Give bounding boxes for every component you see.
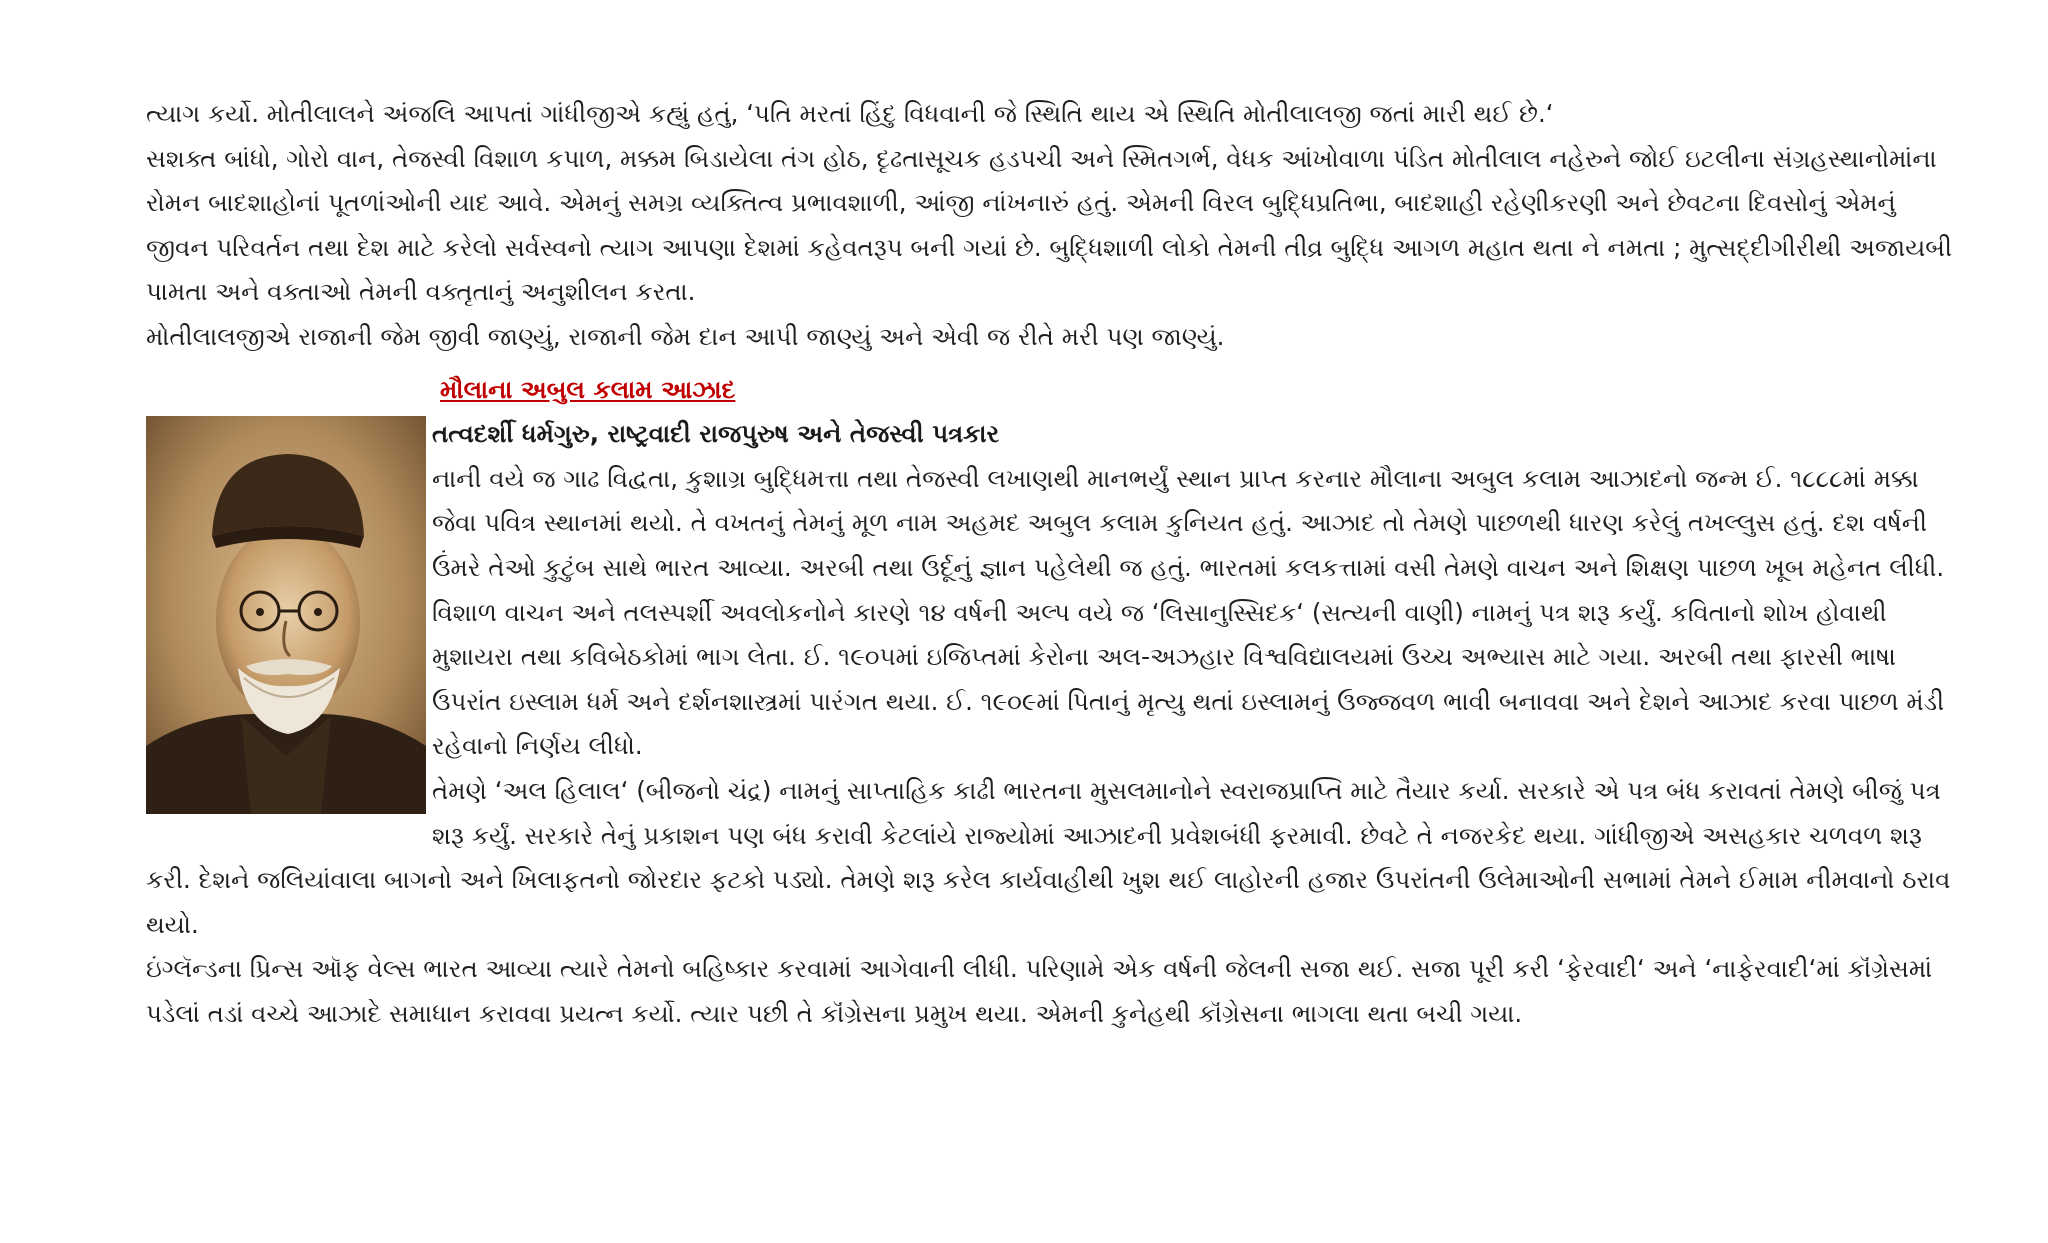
paragraph-motilal-description: સશક્ત બાંધો, ગોરો વાન, તેજસ્વી વિશાળ કપાળ, મક્કમ બિડાયેલા તંગ હોઠ, દૃઢતાસૂચક હડપચી અને સ્મિતગર્ભ, વેધક આંખોવાળા પંડિત મોતીલાલ નહેરુને જોઈ ઇટલીના સંગ્રહસ્થાનોમાંના રોમન બાદશાહોનાં પૂતળાંઓની યાદ આવે. એમનું સમગ્ર વ્યક્તિત્વ પ્રભાવશાળી, આંજી નાંખનારું હતું. એમની વિરલ બુદ્ધિપ્રતિભા, બાદશાહી રહેણીકરણી અને છેવટના દિવસોનું એમનું જીવન પરિવર્તન તથા દેશ માટે કરેલો સર્વસ્વનો ત્યાગ આપણા દેશમાં કહેવતરૂપ બની ગયાં છે. બુદ્ધિશાળી લોકો તેમની તીવ્ર બુદ્ધિ આગળ મહાત થતા ને નમતા ; મુત્સદ્દીગીરીથી અજાયબી પામતા અને વક્તાઓ તેમની વક્તૃતાનું અનુશીલન કરતા. xyxy=(146,143,1952,307)
paragraph-azad-congress: ઇંગ્લૅન્ડના પ્રિન્સ ઑફ વેલ્સ ભારત આવ્યા ત્યારે તેમનો બહિષ્કાર કરવામાં આગેવાની લીધી. પરિણામે એક વર્ષની જેલની સજા થઈ. સજા પૂરી કરી ‘ફેરવાદી‘ અને ‘નાફેરવાદી‘માં કૉંગ્રેસમાં પડેલાં તડાં વચ્ચે આઝાદે સમાધાન કરાવવા પ્રયત્ન કર્યો. ત્યાર પછી તે કૉંગ્રેસના પ્રમુખ થયા. એમની કુનેહથી કૉંગ્રેસના ભાગલા થતા બચી ગયા. xyxy=(146,954,1933,1028)
section-maulana-azad xyxy=(146,368,1956,1037)
paragraph-motilal-tribute: ત્યાગ કર્યો. મોતીલાલને અંજલિ આપતાં ગાંધીજીએ કહ્યું હતું, ‘પતિ મરતાં હિંદુ વિધવાની જે સ્થિતિ થાય એ સ્થિતિ મોતીલાલજી જતાં મારી થઈ છે.‘ xyxy=(146,99,1554,128)
paragraph-azad-early-life: નાની વયે જ ગાઢ વિદ્વતા, કુશાગ્ર બુદ્ધિમત્તા તથા તેજસ્વી લખાણથી માનભર્યું સ્થાન પ્રાપ્ત કરનાર મૌલાના અબુલ કલામ આઝાદનો જન્મ ઈ. ૧૮૮૮માં મક્કા જેવા પવિત્ર સ્થાનમાં થયો. તે વખતનું તેમનું મૂળ નામ અહમદ અબુલ કલામ કુનિયત હતું. આઝાદ તો તેમણે પાછળથી ધારણ કરેલું તખલ્લુસ હતું. દશ વર્ષની ઉંમરે તેઓ કુટુંબ સાથે ભારત આવ્યા. અરબી તથા ઉર્દૂનું જ્ઞાન પહેલેથી જ હતું. ભારતમાં કલકત્તામાં વસી તેમણે વાચન અને શિક્ષણ પાછળ ખૂબ મહેનત લીધી. વિશાળ વાચન અને તલસ્પર્શી અવલોકનોને કારણે ૧૪ વર્ષની અલ્પ વયે જ ‘લિસાનુસ્સિદક‘ (સત્યની વાણી) નામનું પત્ર શરૂ કર્યું. કવિતાનો શોખ હોવાથી મુશાયરા તથા કવિબેઠકોમાં ભાગ લેતા. ઈ. ૧૯૦૫માં ઇજિપ્તમાં કેરોના અલ-અઝહાર વિશ્વવિદ્યાલયમાં ઉચ્ચ અભ્યાસ માટે ગયા. અરબી તથા ફારસી ભાષા ઉપરાંત ઇસ્લામ ધર્મ અને દર્શનશાસ્ત્રમાં પારંગત થયા. ઈ. ૧૯૦૯માં પિતાનું મૃત્યુ થતાં ઇસ્લામનું ઉજ્જવળ ભાવી બનાવવા અને દેશને આઝાદ કરવા પાછળ મંડી રહેવાનો નિર્ણય લીધો. xyxy=(432,463,1945,761)
section-heading xyxy=(440,368,1956,413)
paragraph-azad-al-hilal: તેમણે ‘અલ હિલાલ‘ (બીજનો ચંદ્ર) નામનું સાપ્તાહિક કાઢી ભારતના મુસલમાનોને સ્વરાજપ્રાપ્તિ માટે તૈયાર કર્યા. સરકારે એ પત્ર બંધ કરાવતાં તેમણે બીજું પત્ર શરૂ કર્યું. સરકારે તેનું પ્રકાશન પણ બંધ કરાવી કેટલાંયે રાજ્યોમાં આઝાદની પ્રવેશબંધી ફરમાવી. છેવટે તે નજરકેદ થયા. ગાંધીજીએ અસહકાર ચળવળ શરૂ કરી. દેશને જલિયાંવાલા બાગનો અને ખિલાફતનો જોરદાર ફટકો પડ્યો. તેમણે શરૂ કરેલ કાર્યવાહીથી ખુશ થઈ લાહોરની હજાર ઉપરાંતની ઉલેમાઓની સભામાં તેમને ઈમામ નીમવાનો ઠરાવ થયો. xyxy=(146,775,1951,939)
portrait-illustration xyxy=(146,416,426,814)
portrait-image xyxy=(146,416,426,814)
document-body xyxy=(146,92,1956,1036)
section-title: મૌલાના અબુલ કલામ આઝાદ xyxy=(440,374,736,404)
section-subtitle: તત્વદર્શી ધર્મગુરુ, રાષ્ટ્રવાદી રાજપુરુષ અને તેજસ્વી પત્રકાર xyxy=(432,419,1000,449)
paragraph-motilal-closing: મોતીલાલજીએ રાજાની જેમ જીવી જાણ્યું, રાજાની જેમ દાન આપી જાણ્યું અને એવી જ રીતે મરી પણ જાણ્યું. xyxy=(146,321,1225,351)
